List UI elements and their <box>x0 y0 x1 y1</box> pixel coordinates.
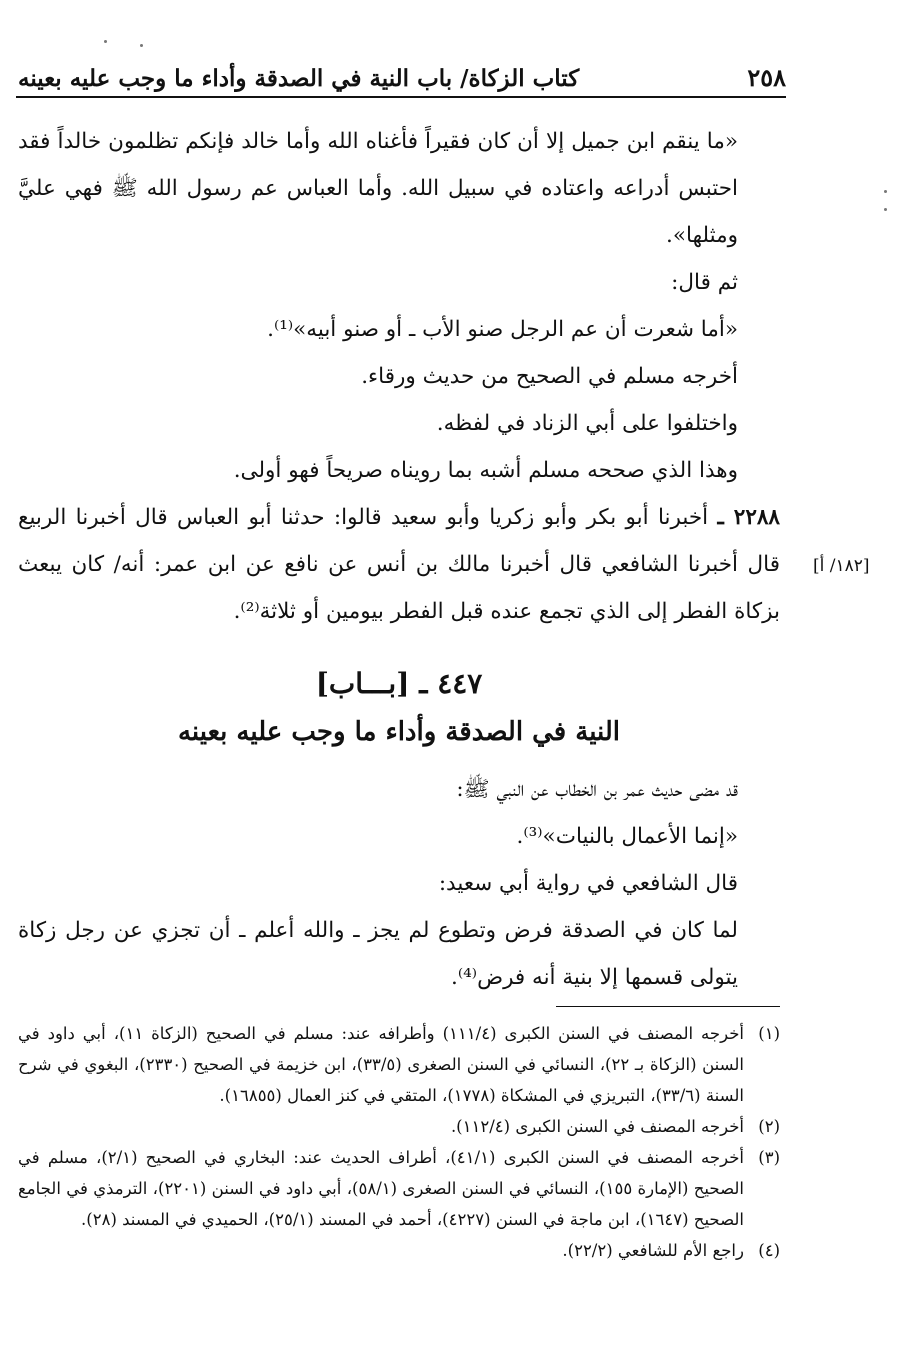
line-akhrajahu-muslim: أخرجه مسلم في الصحيح من حديث ورقاء. <box>361 364 738 389</box>
footnote-rule <box>556 1006 780 1007</box>
footnote-2 <box>18 1111 780 1142</box>
footnote-marker: (٢) <box>758 1117 780 1136</box>
page-number: ٢٥٨ <box>747 63 786 92</box>
paragraph-lamma-kana: لما كان في الصدقة فرض وتطوع لم يجز ـ والله أعلم ـ أن تجزي عن رجل زكاة يتولى قسمها إلا بنية أنه فرض⁽⁴⁾. <box>18 918 738 990</box>
line-qad-mada: قد مضى حديث عمر بن الخطاب عن النبي ﷺ: <box>456 777 738 802</box>
line-thumma-qal: ثم قال: <box>671 270 738 295</box>
scan-speck <box>104 40 107 43</box>
footnotes <box>18 1018 780 1266</box>
paragraph-hadith-2288 <box>18 494 780 635</box>
footnote-1 <box>18 1018 780 1111</box>
footnote-text: أخرجه المصنف في السنن الكبرى (١١٢/٤). <box>450 1117 744 1136</box>
line-innama-al-amal: «إنما الأعمال بالنيات»⁽³⁾. <box>516 824 738 849</box>
main-text-block <box>18 118 780 635</box>
line-ama-shaart: «أما شعرت أن عم الرجل صنو الأب ـ أو صنو أبيه»⁽¹⁾. <box>267 317 738 342</box>
footnote-4 <box>18 1235 780 1266</box>
hadith-text: أخبرنا أبو بكر وأبو زكريا وأبو سعيد قالوا: حدثنا أبو العباس قال أخبرنا الربيع قال أخبرنا الشافعي قال أخبرنا مالك بن أنس عن نافع عن ابن عمر: أنه/ كان يبعث بزكاة الفطر إلى الذي تجمع عنده قبل الفطر بيومين أو ثلاثة⁽²⁾. <box>18 505 780 624</box>
hadith-number: ٢٢٨٨ ـ <box>717 505 780 530</box>
scan-speck <box>140 44 143 47</box>
chapter-title: النية في الصدقة وأداء ما وجب عليه بعينه <box>177 717 621 747</box>
footnote-marker: (٤) <box>758 1241 780 1260</box>
running-title: كتاب الزكاة/ باب النية في الصدقة وأداء ما وجب عليه بعينه <box>18 65 580 92</box>
scan-speck <box>884 208 887 211</box>
scan-speck <box>884 190 887 193</box>
folio-marker: [١٨٢/ أ] <box>813 556 870 576</box>
chapter-text-block <box>18 766 780 1001</box>
paragraph-hadith-quote: «ما ينقم ابن جميل إلا أن كان فقيراً فأغناه الله وأما خالد فإنكم تظلمون خالداً فقد احتبس أدراعه واعتاده في سبيل الله. وأما العباس عم رسول الله ﷺ فهي عليَّ ومثلها». <box>18 129 738 248</box>
line-qal-al-shafii: قال الشافعي في رواية أبي سعيد: <box>438 871 738 896</box>
line-ikhtalafu: واختلفوا على أبي الزناد في لفظه. <box>436 411 738 436</box>
chapter-heading <box>18 658 780 754</box>
line-hadha-alladhi: وهذا الذي صححه مسلم أشبه بما رويناه صريحاً فهو أولى. <box>233 458 738 483</box>
footnote-text: راجع الأم للشافعي (٢٢/٢). <box>562 1241 744 1260</box>
footnote-text: أخرجه المصنف في السنن الكبرى (١١١/٤) وأطرافه عند: مسلم في الصحيح (الزكاة ١١)، أبي داود في السنن (الزكاة بـ ٢٢)، النسائي في السنن الصغرى (٣٣/٥)، ابن خزيمة في الصحيح (٢٣٣٠)، البغوي في شرح السنة (٣٣/٦)، التبريزي في المشكاة (١٧٧٨)، المتقي في كنز العمال (١٦٨٥٥). <box>18 1024 744 1105</box>
footnote-text: أخرجه المصنف في السنن الكبرى (٤١/١)، أطراف الحديث عند: البخاري في الصحيح (٢/١)، مسلم في الصحيح (الإمارة ١٥٥)، النسائي في السنن الصغرى (٥٨/١)، أبي داود في السنن (٢٢٠١)، الترمذي في الجامع الصحيح (١٦٤٧)، ابن ماجة في السنن (٤٢٢٧)، أحمد في المسند (٢٥/١)، الحميدي في المسند (٢٨). <box>18 1148 744 1229</box>
footnote-marker: (٣) <box>758 1148 780 1167</box>
chapter-number: ٤٤٧ ـ [بـــاب] <box>315 667 483 700</box>
footnote-marker: (١) <box>758 1024 780 1043</box>
footnote-3 <box>18 1142 780 1235</box>
header-rule <box>16 96 786 98</box>
running-header <box>18 56 786 92</box>
